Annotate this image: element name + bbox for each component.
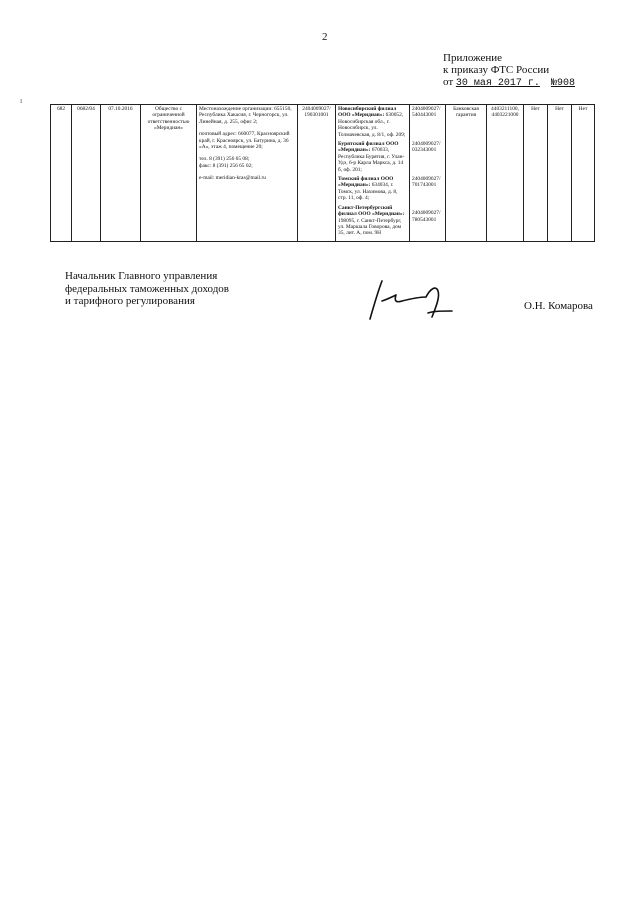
appendix-header [443,52,575,90]
cell-org-name: Общество с ограниченной ответственностью «Меридиан» [141,105,197,242]
branch-item [338,106,407,138]
cell-inn-kpp: 2404009027/ 190301001 [298,105,336,242]
branch-kpp: 2404009027/ 701743001 [412,175,441,189]
cell-branch-kpp [410,105,446,242]
address-legal: Местонахождение организации: 655150, Республика Хакасия, г. Черногорск, ул. Линейная, д. 255, офис 2; [199,106,292,125]
branch-item [338,205,407,237]
cell-branches [336,105,410,242]
cell-guarantee: Банковская гарантия [446,105,487,242]
email: e-mail: meridian-kras@mail.ru [199,175,266,182]
appendix-line2: к приказу ФТС России [443,64,550,76]
fax: факс: 8 (391) 256 65 02; [199,162,253,169]
cell-reg-no: 0682/04 [72,105,101,242]
cell-col-a: Нет [524,105,548,242]
registry-table [50,104,595,242]
branch-name: Новосибирский филиал ООО «Меридиан»: [338,106,397,119]
branch-name: Томский филиал ООО «Меридиан»: [338,176,394,189]
title-line3: и тарифного регулирования [65,295,195,307]
branch-kpp: 2404009027/ 780543001 [412,210,441,223]
title-line2: федеральных таможенных доходов [65,282,229,295]
appendix-number: №908 [550,78,575,89]
address-postal: почтовый адрес: 660077, Красноярский край, г. Красноярск, ул. Батурина, д. 36 «А», этаж 4, помещение 20; [199,131,290,151]
branch-item [338,176,407,202]
cell-number: 682 [51,105,72,242]
branch-address: 634034, г. Томск, ул. Нахимова, д. 8, стр. 11, оф. 4; [338,182,398,202]
handwritten-signature [366,277,456,327]
cell-codes: 4403211100, 4403221000 [487,105,524,242]
branch-item [338,141,407,173]
appendix-line3 [443,76,575,90]
branch-name: Санкт-Петербургский филиал ООО «Меридиан»: [338,204,405,218]
cell-addresses [197,105,298,242]
phone: тел. 8 (391) 256 65 08; [199,156,250,163]
branch-kpp: 2404009027/ 032343001 [412,140,441,154]
appendix-date: 30 мая 2017 г. [455,78,540,89]
branch-kpp: 2404009027/ 540443001 [412,106,441,119]
signatory-title [65,270,229,308]
table-row [51,105,595,242]
cell-col-c: Нет [572,105,595,242]
branch-address: 670033, Республика Бурятия, г. Улан-Удэ, 6-р Карла Маркса, д. 14 б, оф. 201; [338,147,405,173]
branch-name: Бурятский филиал ООО «Меридиан»: [338,141,399,154]
appendix-prefix: от [443,76,454,88]
stray-mark: ı [20,96,23,105]
cell-date: 07.10.2016 [101,105,141,242]
cell-col-b: Нет [548,105,572,242]
appendix-line1: Приложение [443,52,503,64]
branch-address: 630052, Новосибирская обл., г. Новосибирск, ул. Толмачевская, д. 8/1, оф. 209; [338,112,406,138]
branch-address: 198095, г. Санкт-Петербург, ул. Маршала Говорова, дом 35, лит. А, пом. 9Н [338,217,402,237]
title-line1: Начальник Главного управления [65,270,218,282]
page-number: 2 [322,31,328,43]
signatory-name: О.Н. Комарова [524,300,593,312]
